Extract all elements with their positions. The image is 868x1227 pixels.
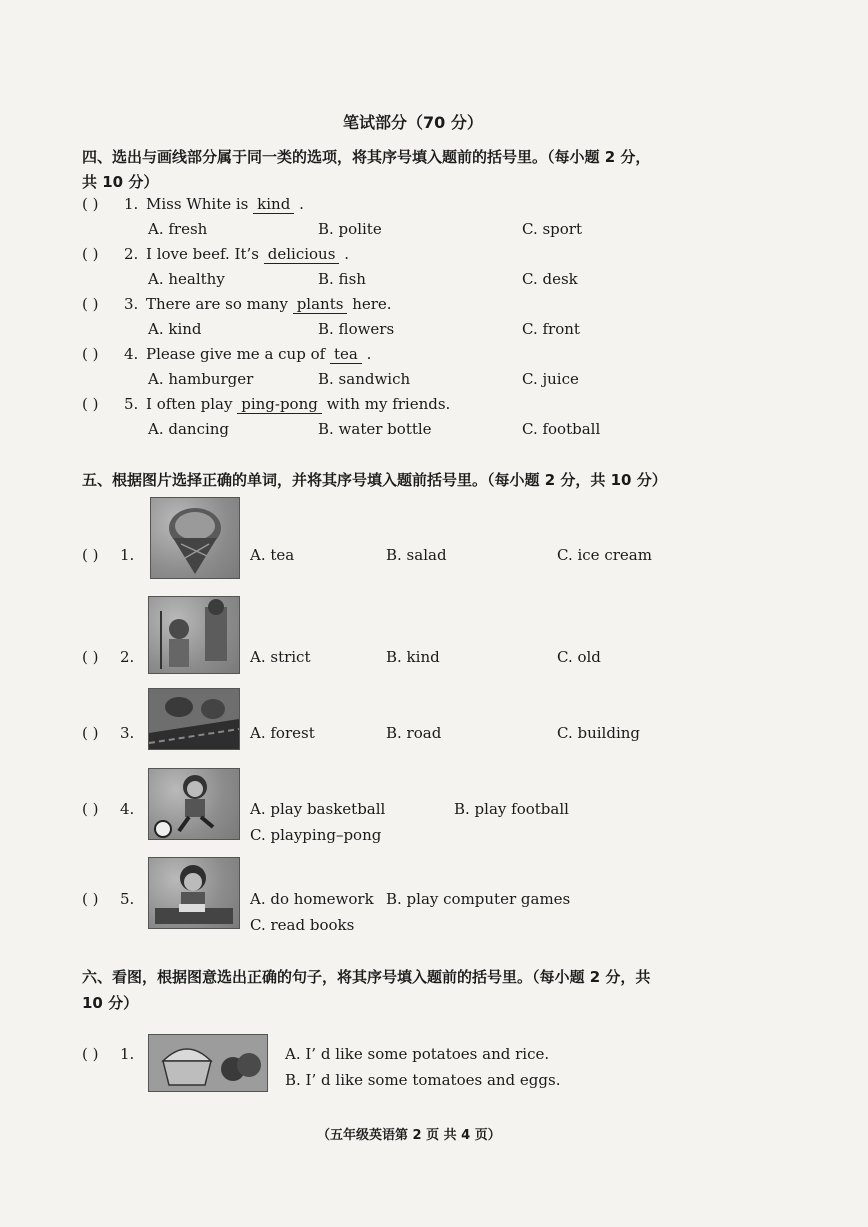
- answer-blank[interactable]: ( ): [82, 800, 99, 818]
- question-pre: Please give me a cup of: [146, 345, 326, 363]
- option-a: A. forest: [250, 724, 315, 742]
- rice-and-tomatoes-icon: [148, 1034, 268, 1092]
- underlined-word: tea: [330, 346, 362, 364]
- road-icon: [148, 688, 240, 750]
- question-number: 2.: [120, 648, 135, 666]
- section5-heading: 五、根据图片选择正确的单词，并将其序号填入题前括号里。（每小题 2 分，共 10 分）: [82, 471, 667, 489]
- question-pre: I love beef. It’s: [146, 245, 259, 263]
- option-c: C. front: [522, 320, 580, 338]
- question-text: [146, 295, 392, 314]
- question-number: 2.: [124, 245, 139, 263]
- answer-blank[interactable]: ( ): [82, 345, 99, 363]
- option-a: A. do homework: [250, 890, 374, 908]
- option-a: A. kind: [148, 320, 202, 338]
- question-text: [146, 395, 450, 414]
- question-post: .: [366, 345, 372, 363]
- page-footer: （五年级英语第 2 页 共 4 页）: [317, 1128, 501, 1143]
- question-text: [146, 345, 371, 364]
- section6-heading: 六、看图，根据图意选出正确的句子，将其序号填入题前的括号里。（每小题 2 分，共: [82, 968, 651, 986]
- section6-heading-cont: 10 分）: [82, 994, 139, 1012]
- question-post: .: [299, 195, 304, 213]
- option-b: B. sandwich: [318, 370, 411, 388]
- option-c: C. read books: [250, 916, 355, 934]
- answer-blank[interactable]: ( ): [82, 295, 99, 313]
- option-c: C. old: [557, 648, 601, 666]
- answer-blank[interactable]: ( ): [82, 648, 99, 666]
- underlined-word: delicious: [264, 246, 340, 264]
- question-post: .: [344, 245, 349, 263]
- option-a: A. dancing: [148, 420, 230, 438]
- s6-q1-paren[interactable]: ( ): [82, 1045, 99, 1063]
- answer-blank[interactable]: ( ): [82, 395, 99, 413]
- question-pre: There are so many: [146, 295, 288, 313]
- s6-q1-option-b: B. I’ d like some tomatoes and eggs.: [285, 1071, 561, 1089]
- question-number: 1.: [124, 195, 139, 213]
- answer-blank[interactable]: ( ): [82, 195, 99, 213]
- question-number: 1.: [120, 546, 135, 564]
- option-c: C. ice cream: [557, 546, 652, 564]
- question-pre: I often play: [146, 395, 233, 413]
- option-a: A. healthy: [148, 270, 225, 288]
- underlined-word: kind: [253, 196, 294, 214]
- question-post: here.: [352, 295, 392, 313]
- s6-q1-number: 1.: [120, 1045, 135, 1063]
- answer-blank[interactable]: ( ): [82, 245, 99, 263]
- option-a: A. strict: [250, 648, 311, 666]
- option-c: C. football: [522, 420, 601, 438]
- page-title: 笔试部分（70 分）: [343, 113, 483, 132]
- question-number: 4.: [120, 800, 135, 818]
- option-b: B. water bottle: [318, 420, 432, 438]
- option-a: A. play basketball: [250, 800, 386, 818]
- old-man-icon: [148, 596, 240, 674]
- football-boy-icon: [148, 768, 240, 840]
- underlined-word: ping-pong: [237, 396, 322, 414]
- question-number: 3.: [120, 724, 135, 742]
- option-b: B. salad: [386, 546, 447, 564]
- option-a: A. fresh: [148, 220, 208, 238]
- section4-heading-cont: 共 10 分）: [82, 173, 159, 191]
- section4-heading: 四、选出与画线部分属于同一类的选项，将其序号填入题前的括号里。（每小题 2 分，: [82, 148, 651, 166]
- ice-cream-icon: [150, 497, 240, 579]
- underlined-word: plants: [293, 296, 348, 314]
- option-b: B. flowers: [318, 320, 395, 338]
- question-text: [146, 245, 349, 264]
- homework-girl-icon: [148, 857, 240, 929]
- question-pre: Miss White is: [146, 195, 249, 213]
- option-b: B. fish: [318, 270, 366, 288]
- question-number: 3.: [124, 295, 139, 313]
- option-a: A. tea: [250, 546, 295, 564]
- question-number: 5.: [120, 890, 135, 908]
- option-b: B. play computer games: [386, 890, 571, 908]
- option-b: B. polite: [318, 220, 382, 238]
- option-b: B. road: [386, 724, 442, 742]
- option-c: C. juice: [522, 370, 579, 388]
- answer-blank[interactable]: ( ): [82, 724, 99, 742]
- option-c: C. playping–pong: [250, 826, 382, 844]
- s6-q1-option-a: A. I’ d like some potatoes and rice.: [285, 1045, 550, 1063]
- option-b: B. play football: [454, 800, 569, 818]
- option-a: A. hamburger: [148, 370, 254, 388]
- option-c: C. desk: [522, 270, 578, 288]
- question-number: 5.: [124, 395, 139, 413]
- question-text: [146, 195, 304, 214]
- option-b: B. kind: [386, 648, 440, 666]
- answer-blank[interactable]: ( ): [82, 546, 99, 564]
- answer-blank[interactable]: ( ): [82, 890, 99, 908]
- option-c: C. building: [557, 724, 640, 742]
- option-c: C. sport: [522, 220, 583, 238]
- question-post: with my friends.: [326, 395, 451, 413]
- question-number: 4.: [124, 345, 139, 363]
